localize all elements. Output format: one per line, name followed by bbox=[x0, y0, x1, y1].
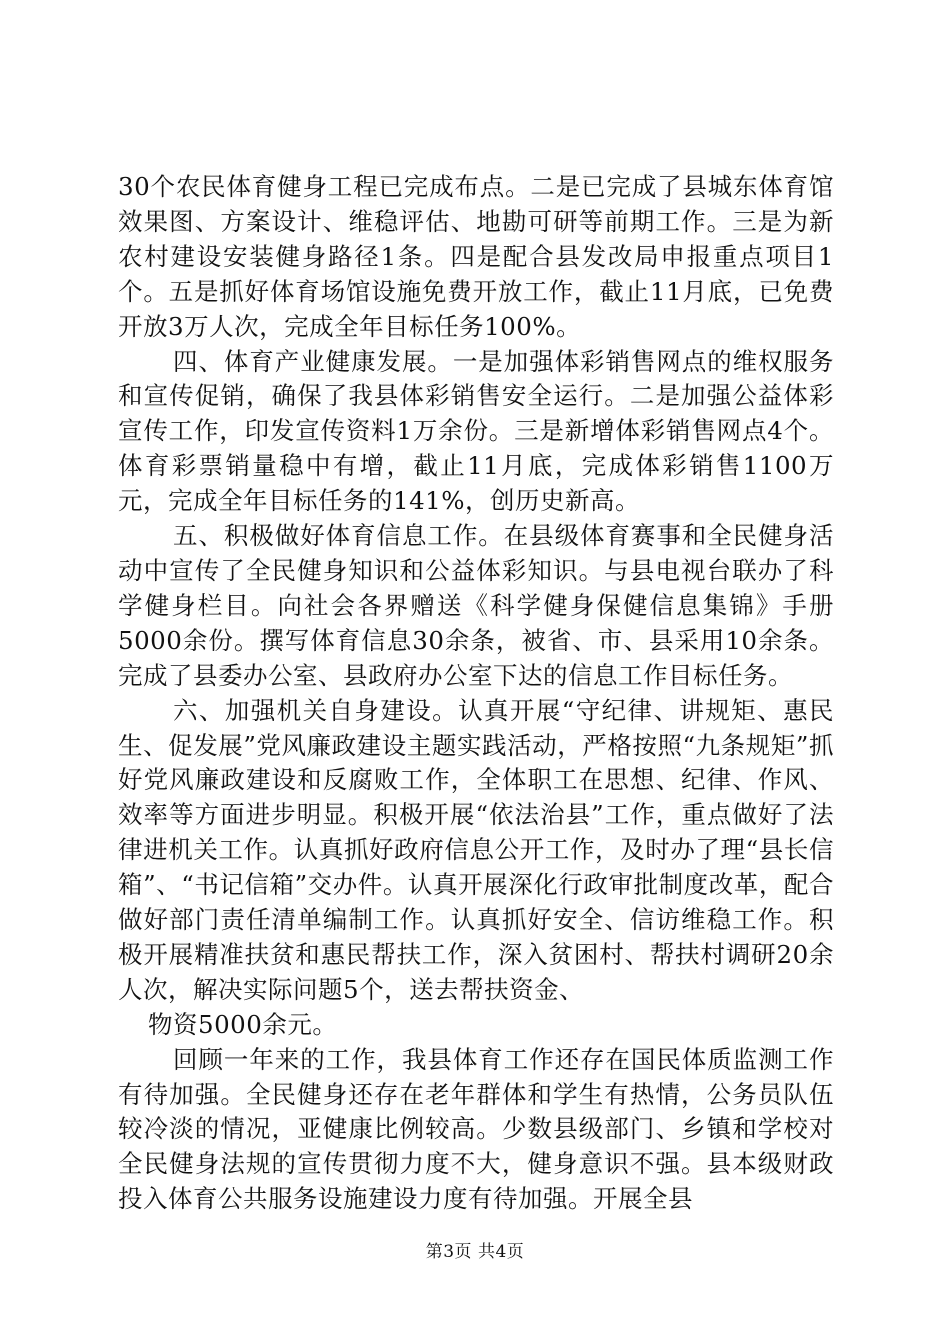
page-number-footer: 第3页 共4页 bbox=[425, 1242, 525, 1262]
paragraph-sports-information: 五、积极做好体育信息工作。在县级体育赛事和全民健身活动中宣传了全民健身知识和公益体彩知识。与县电视台联办了科学健身栏目。向社会各界赠送《科学健身保健信息集锦》手册5000余份。撰写体育信息30余条，被省、市、县采用10余条。完成了县委办公室、县政府办公室下达的信息工作目标任务。 bbox=[118, 521, 834, 690]
paragraph-continuation: 30个农民体育健身工程已完成布点。二是已完成了县城东体育馆效果图、方案设计、维稳评估、地勘可研等前期工作。三是为新农村建设安装健身路径1条。四是配合县发改局申报重点项目1个。五是抓好体育场馆设施免费开放工作，截止11月底，已免费开放3万人次，完成全年目标任务100%。 bbox=[118, 172, 834, 341]
paragraph-materials: 物资5000余元。 bbox=[148, 1009, 338, 1039]
paragraph-sports-industry: 四、体育产业健康发展。一是加强体彩销售网点的维权服务和宣传促销，确保了我县体彩销售安全运行。二是加强公益体彩宣传工作，印发宣传资料1万余份。三是新增体彩销售网点4个。体育彩票销量稳中有增，截止11月底，完成体彩销售1100万元，完成全年目标任务的141%，创历史新高。 bbox=[118, 346, 834, 516]
document-body bbox=[118, 170, 834, 1217]
paragraph-organization-building: 六、加强机关自身建设。认真开展“守纪律、讲规矩、惠民生、促发展”党风廉政建设主题实践活动，严格按照“九条规矩”抓好党风廉政建设和反腐败工作，全体职工在思想、纪律、作风、效率等方面进步明显。积极开展“依法治县”工作，重点做好了法律进机关工作。认真抓好政府信息公开工作，及时办了理“县长信箱”、“书记信箱”交办件。认真开展深化行政审批制度改革，配合做好部门责任清单编制工作。认真抓好安全、信访维稳工作。积极开展精准扶贫和惠民帮扶工作，深入贫困村、帮扶村调研20余人次，解决实际问题5个，送去帮扶资金、 bbox=[118, 695, 834, 1004]
paragraph-review: 回顾一年来的工作，我县体育工作还存在国民体质监测工作有待加强。全民健身还存在老年群体和学生有热情，公务员队伍较冷淡的情况，亚健康比例较高。少数县级部门、乡镇和学校对全民健身法规的宣传贯彻力度不大，健身意识不强。县本级财政投入体育公共服务设施建设力度有待加强。开展全县 bbox=[118, 1044, 834, 1214]
